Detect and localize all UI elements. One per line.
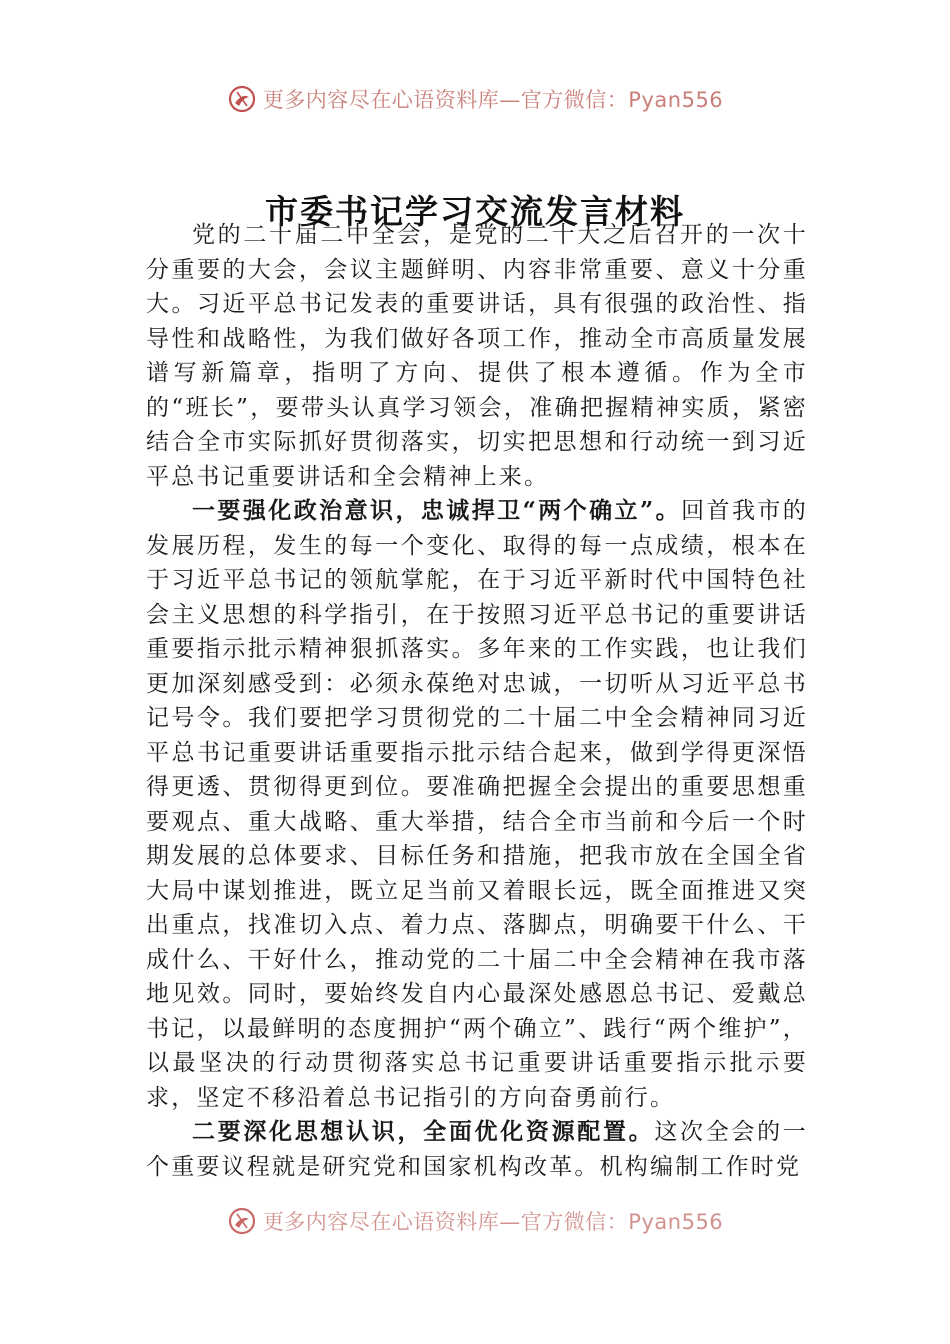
watermark-footer — [0, 1206, 950, 1236]
paragraph-text: 回首我市的发展历程，发生的每一个变化、取得的每一点成绩，根本在于习近平总书记的领航掌舵，在于习近平新时代中国特色社会主义思想的科学指引，在于按照习近平总书记的重要讲话重要指示批示精神狠抓落实。多年来的工作实践，也让我们更加深刻感受到：必须永葆绝对忠诚，一切听从习近平总书记号令。我们要把学习贯彻党的二十届二中全会精神同习近平总书记重要讲话重要指示批示结合起来，做到学得更深悟得更透、贯彻得更到位。要准确把握全会提出的重要思想重要观点、重大战略、重大举措，结合全市当前和今后一个时期发展的总体要求、目标任务和措施，把我市放在全国全省大局中谋划推进，既立足当前又着眼长远，既全面推进又突出重点，找准切入点、着力点、落脚点，明确要干什么、干成什么、干好什么，推动党的二十届二中全会精神在我市落地见效。同时，要始终发自内心最深处感恩总书记、爱戴总书记，以最鲜明的态度拥护“两个确立”、践行“两个维护”，以最坚决的行动贯彻落实总书记重要讲话重要指示批示要求，坚定不移沿着总书记指引的方向奋勇前行。 — [146, 498, 808, 1111]
paragraph-text: 党的二十届二中全会，是党的二十大之后召开的一次十分重要的大会，会议主题鲜明、内容非常重要、意义十分重大。习近平总书记发表的重要讲话，具有很强的政治性、指导性和战略性，为我们做好各项工作，推动全市高质量发展谱写新篇章，指明了方向、提供了根本遵循。作为全市的“班长”，要带头认真学习领会，准确把握精神实质，紧密结合全市实际抓好贯彻落实，切实把思想和行动统一到习近平总书记重要讲话和全会精神上来。 — [146, 222, 808, 490]
paragraph-2 — [146, 494, 808, 1115]
paragraph-1 — [146, 218, 808, 494]
document-body — [146, 218, 808, 1184]
watermark-text: 更多内容尽在心语资料库—官方微信：Pyan556 — [262, 1210, 724, 1234]
paragraph-heading: 一要强化政治意识，忠诚捍卫“两个确立”。 — [192, 497, 682, 524]
paragraph-heading: 二要深化思想认识，全面优化资源配置。 — [192, 1118, 655, 1145]
document-title: 市委书记学习交流发言材料 — [265, 192, 685, 231]
watermark-header — [0, 84, 950, 114]
book-logo-icon — [227, 1206, 257, 1236]
watermark-text: 更多内容尽在心语资料库—官方微信：Pyan556 — [262, 88, 724, 112]
paragraph-3 — [146, 1115, 808, 1184]
paragraph-text: 这次全会的一个重要议程就是研究党和国家机构改革。机构编制工作时党 — [146, 1119, 808, 1180]
book-logo-icon — [227, 84, 257, 114]
